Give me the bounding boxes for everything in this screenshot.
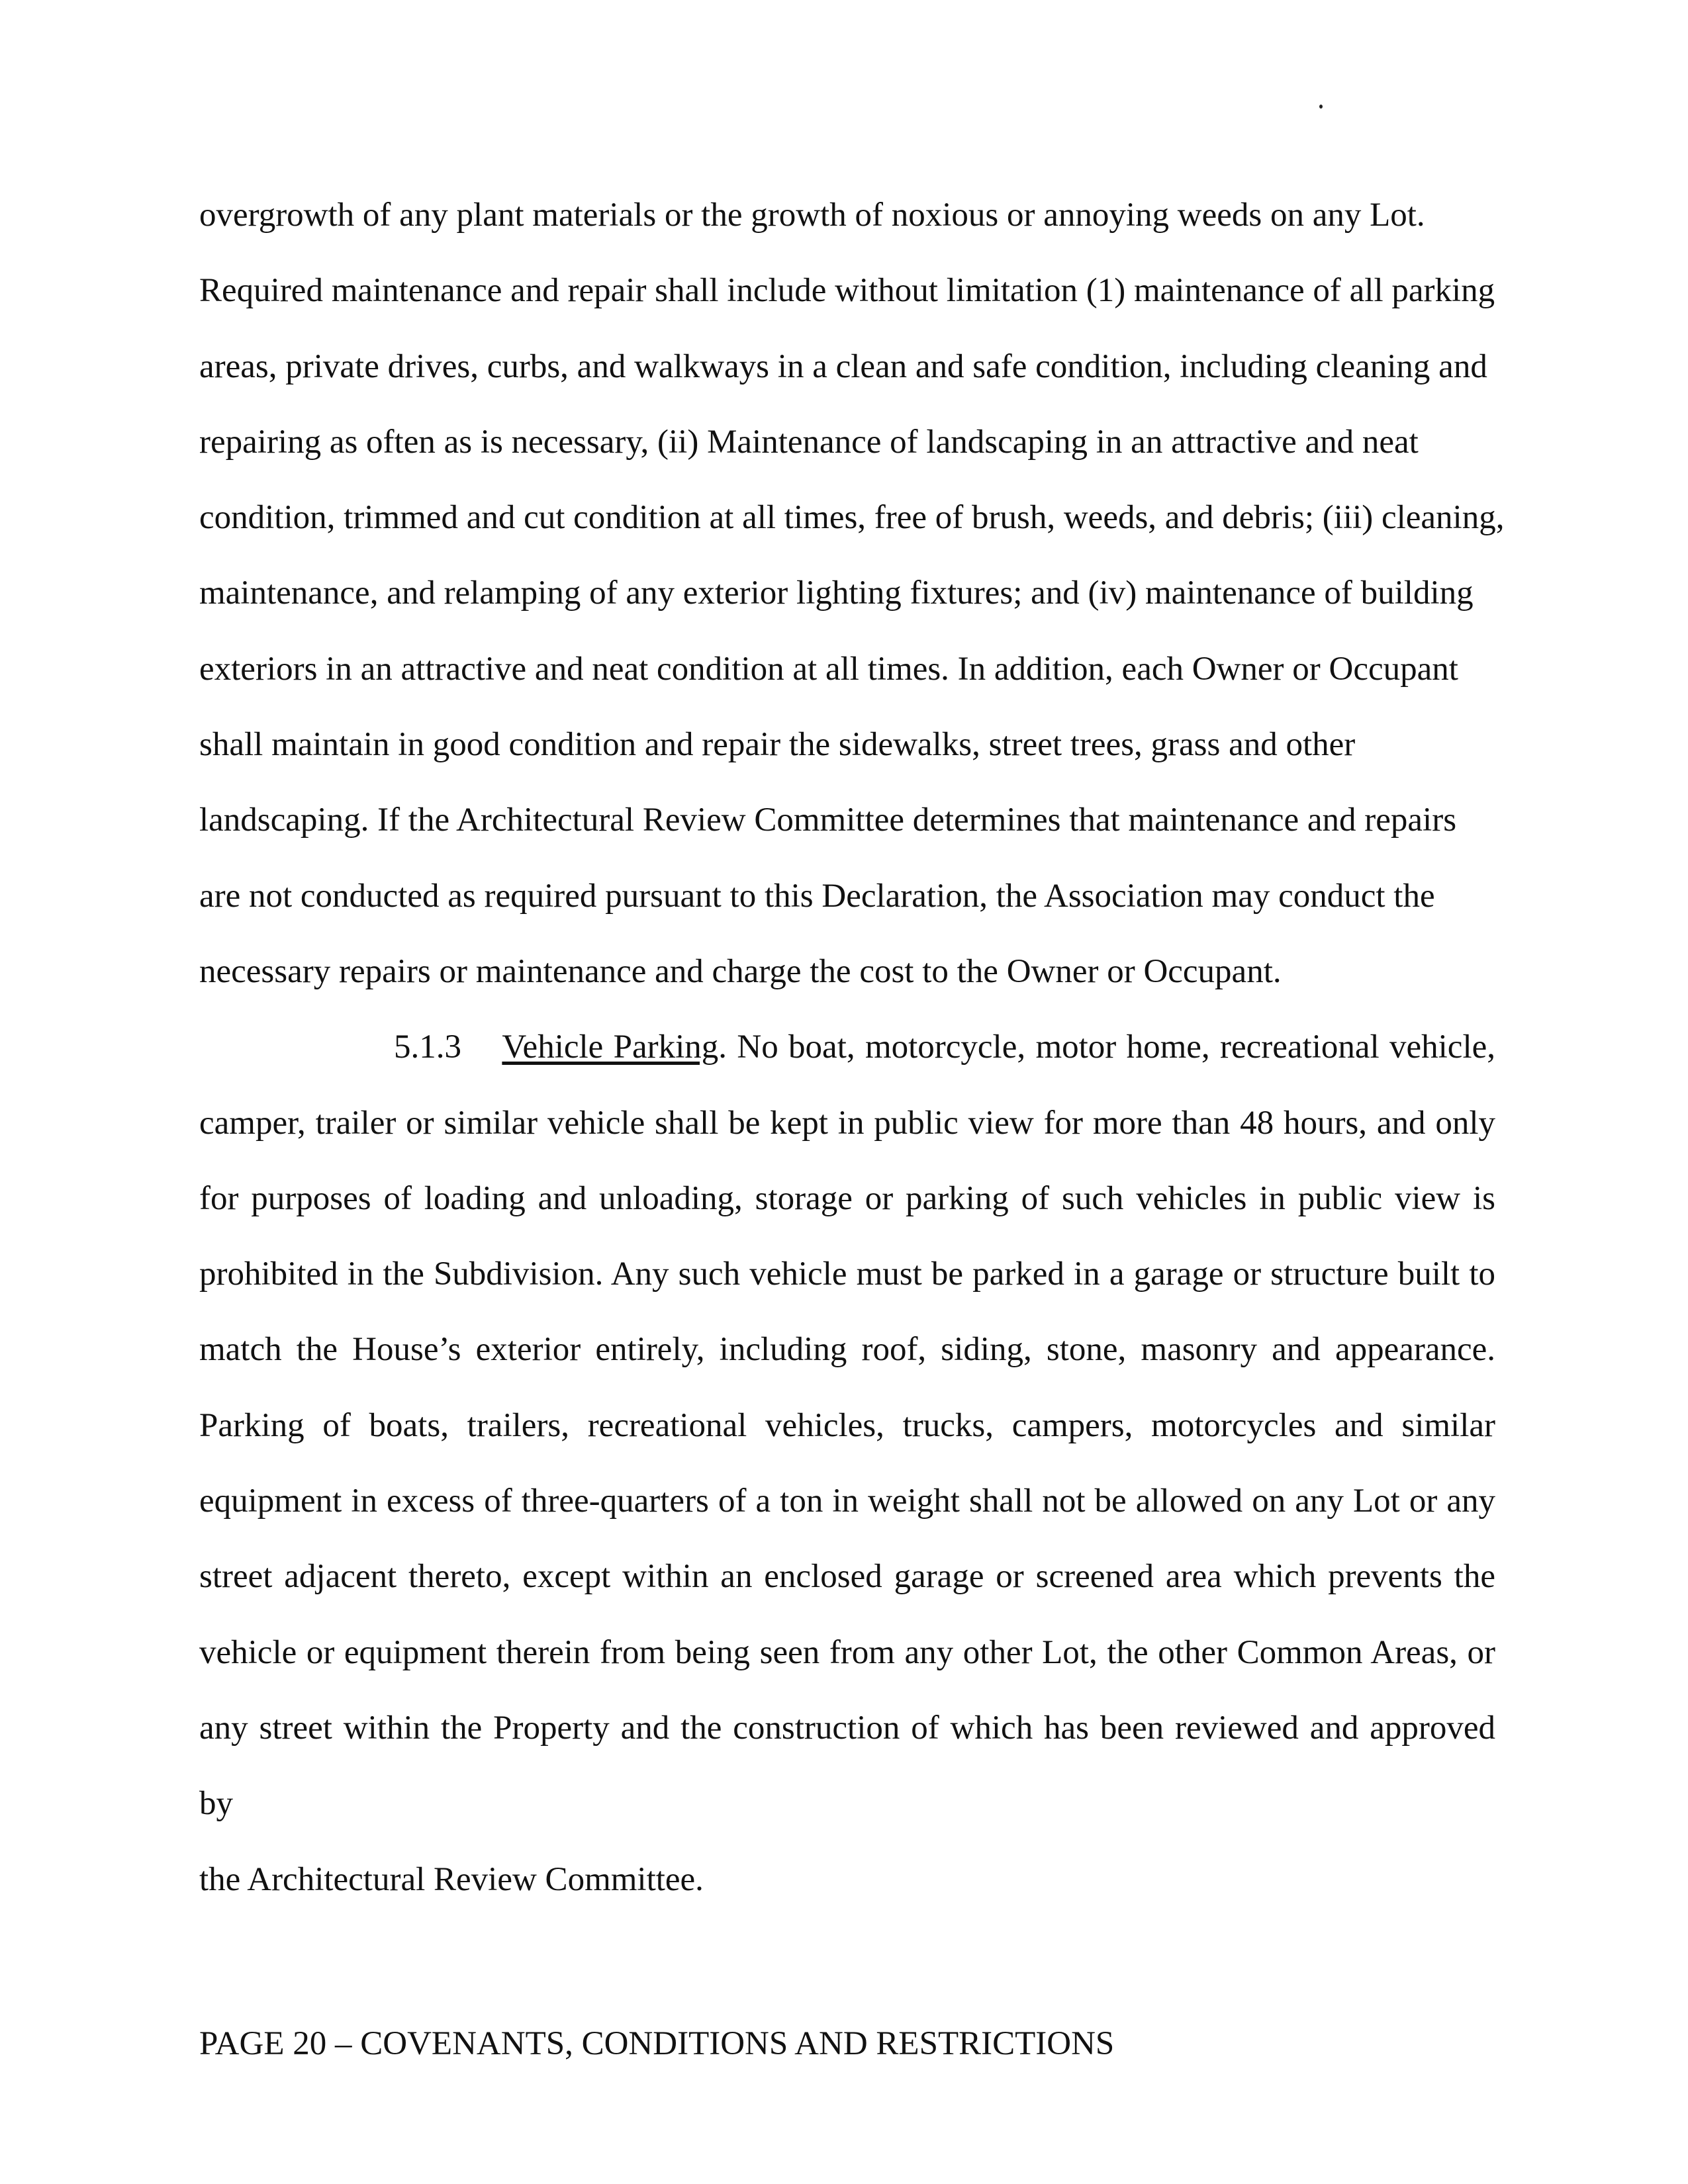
text-line: overgrowth of any plant materials or the growth of noxious or annoying weeds on any Lot. <box>199 197 1425 234</box>
text-line: equipment in excess of three-quarters of a ton in weight shall not be allowed on any Lot or any <box>199 1482 1495 1520</box>
text-line: Required maintenance and repair shall include without limitation (1) maintenance of all parking <box>199 272 1495 310</box>
text-line: any street within the Property and the construction of which has been reviewed and approved by <box>199 1709 1495 1823</box>
section-first-line-text: . No boat, motorcycle, motor home, recreational vehicle, <box>718 1028 1496 1066</box>
text-line: prohibited in the Subdivision. Any such vehicle must be parked in a garage or structure built to <box>199 1255 1495 1293</box>
text-line: maintenance, and relamping of any exterior lighting fixtures; and (iv) maintenance of building <box>199 574 1474 612</box>
text-line: for purposes of loading and unloading, storage or parking of such vehicles in public view is <box>199 1179 1495 1217</box>
text-line: camper, trailer or similar vehicle shall be kept in public view for more than 48 hours, and only <box>199 1104 1495 1142</box>
section-heading: Vehicle Parking <box>502 1028 719 1066</box>
text-line: Parking of boats, trailers, recreational vehicles, trucks, campers, motorcycles and similar <box>199 1406 1495 1444</box>
text-line: vehicle or equipment therein from being seen from any other Lot, the other Common Areas, or <box>199 1633 1495 1671</box>
text-line: condition, trimmed and cut condition at all times, free of brush, weeds, and debris; (iii) cleaning, <box>199 499 1505 537</box>
section-first-line <box>199 1009 1495 1085</box>
section-5-1-3-vehicle-parking <box>199 1009 1495 1917</box>
document-body <box>199 177 1505 1917</box>
text-line: areas, private drives, curbs, and walkways in a clean and safe condition, including cleaning and <box>199 347 1487 385</box>
text-line: the Architectural Review Committee. <box>199 1860 704 1898</box>
text-line: match the House’s exterior entirely, including roof, siding, stone, masonry and appearance. <box>199 1331 1495 1369</box>
text-line: necessary repairs or maintenance and charge the cost to the Owner or Occupant. <box>199 952 1282 990</box>
text-line: landscaping. If the Architectural Review Committee determines that maintenance and repairs <box>199 801 1457 839</box>
text-line: shall maintain in good condition and repair the sidewalks, street trees, grass and other <box>199 726 1356 764</box>
text-line: street adjacent thereto, except within an enclosed garage or screened area which prevents the <box>199 1558 1495 1596</box>
section-number: 5.1.3 <box>394 1028 461 1066</box>
text-line: are not conducted as required pursuant to this Declaration, the Association may conduct the <box>199 877 1435 915</box>
scan-speck <box>1319 105 1323 109</box>
page-footer: PAGE 20 – COVENANTS, CONDITIONS AND RESTRICTIONS <box>199 2025 1115 2062</box>
text-line: exteriors in an attractive and neat condition at all times. In addition, each Owner or Occupant <box>199 650 1458 688</box>
paragraph-maintenance <box>199 177 1505 1009</box>
text-line: repairing as often as is necessary, (ii) Maintenance of landscaping in an attractive and neat <box>199 423 1419 461</box>
